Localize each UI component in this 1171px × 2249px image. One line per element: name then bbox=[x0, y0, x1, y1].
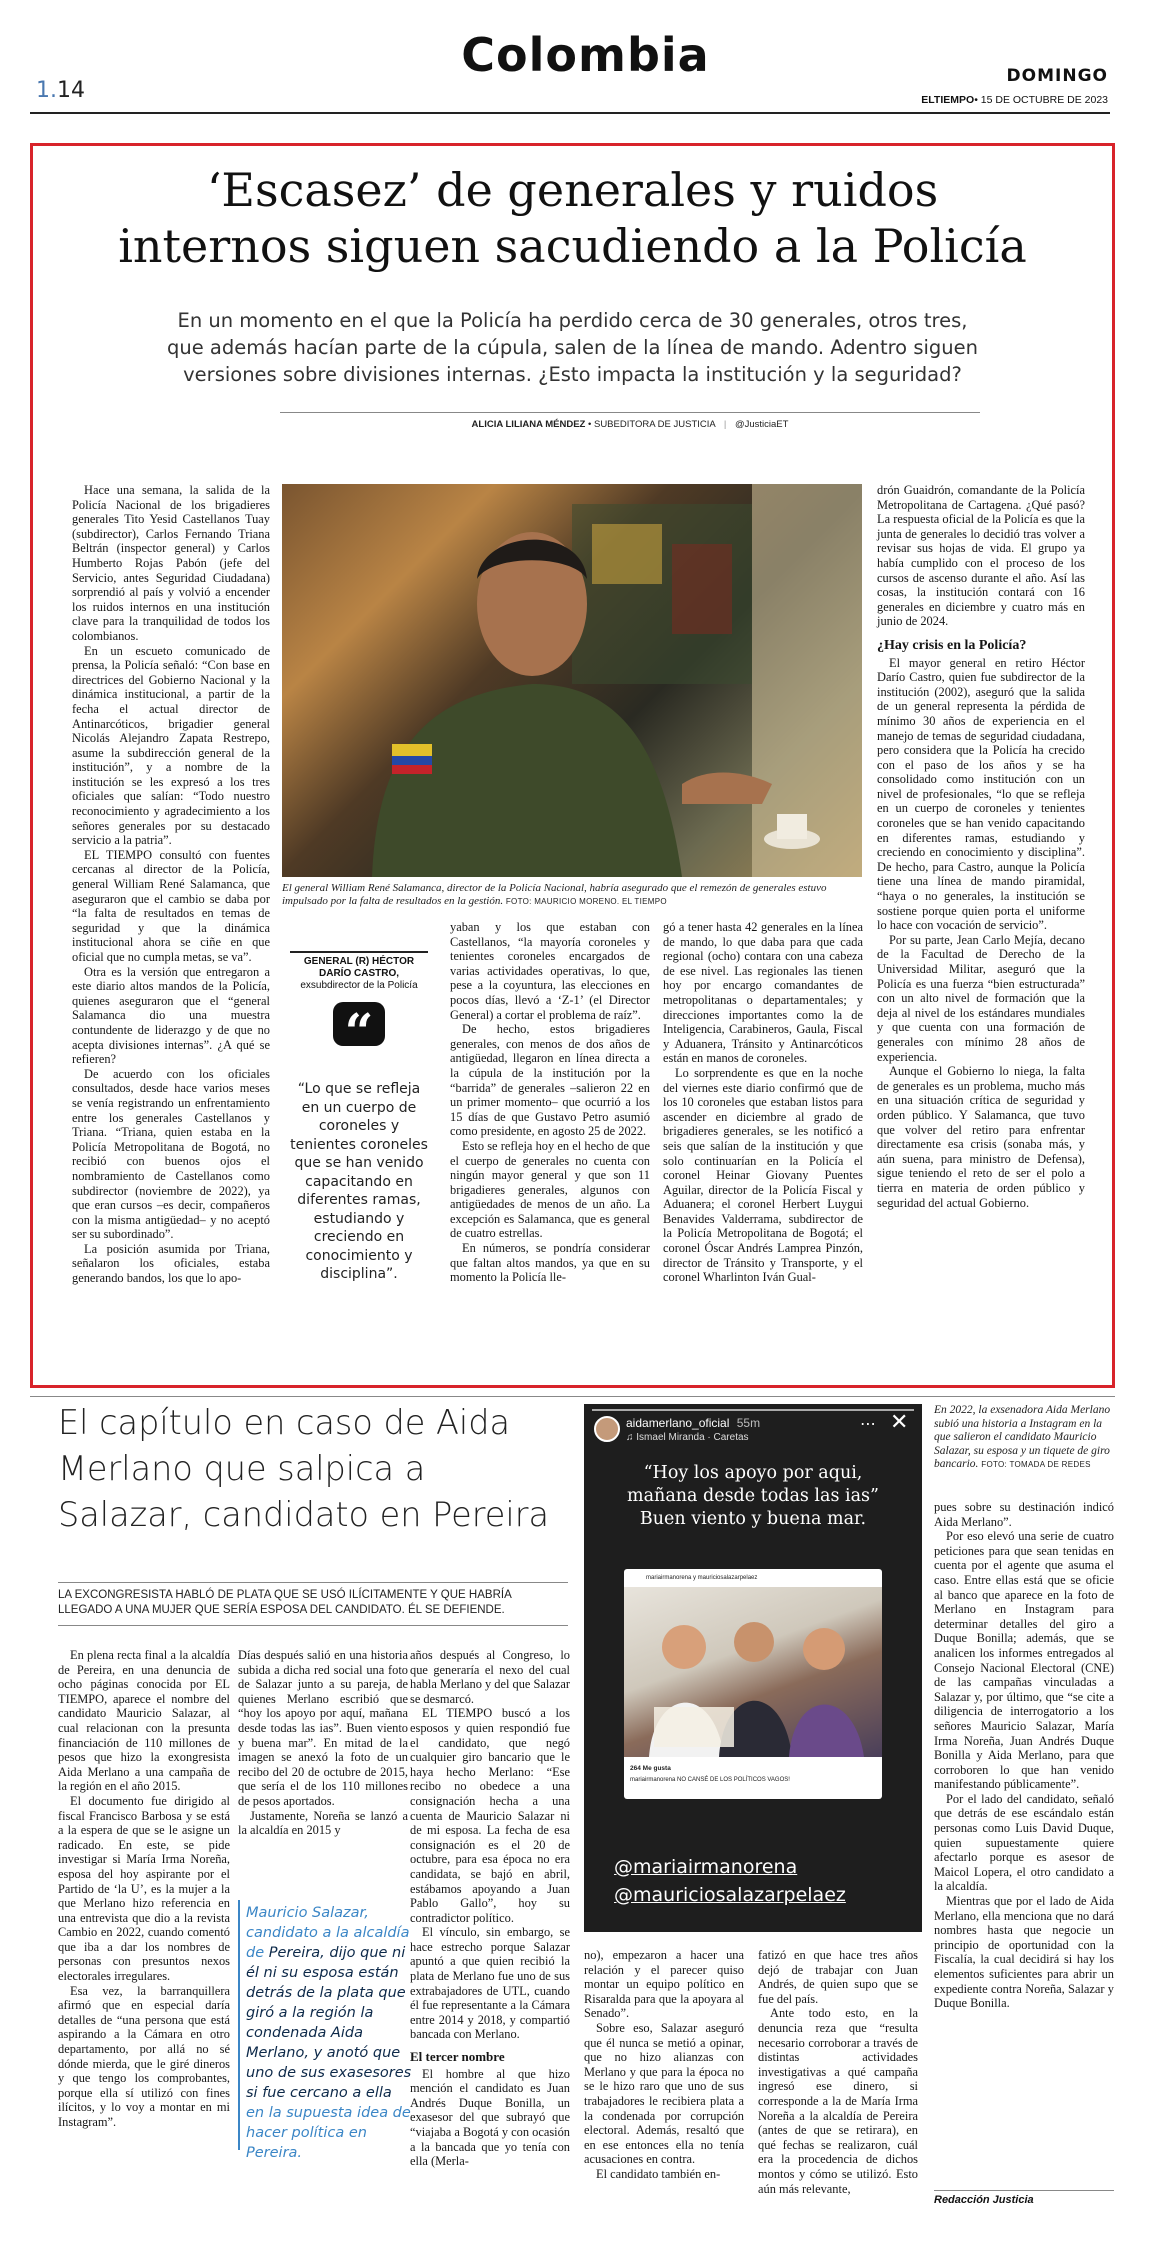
article2-column-6 bbox=[934, 1500, 1114, 2011]
header-date: • 15 DE OCTUBRE DE 2023 bbox=[974, 94, 1108, 106]
headline-line: ‘Escasez’ de generales y ruidos bbox=[206, 163, 939, 217]
paragraph: Esa vez, la barranquillera afirmó que en especial daría detalles de “una persona que está aspirando a la Cámara en otro departamento, por allá no sé dónde mierda, que le giré dineros y que tengo los comprobantes, porque ella sí utilizó con fines ilícitos, y lo voy a montar en mi Instagram”. bbox=[58, 1983, 230, 2129]
caption-text: El general William René Salamanca, director de la Policía Nacional, habría asegurado que el remezón de generales estuvo impulsado por la falta de resultados en la gestión. bbox=[282, 882, 827, 907]
article2-column-2 bbox=[238, 1648, 408, 1838]
headline-line: internos siguen sacudiendo a la Policía bbox=[118, 219, 1027, 273]
story-tag-1[interactable]: @mariairmanorena bbox=[614, 1856, 798, 1878]
story-progress-bar bbox=[592, 1409, 914, 1411]
paragraph: Por eso elevó una serie de cuatro peticiones para que sean tenidas en cuenta por el agente que asuma el caso. Entre ellas está que se oficie al banco que aparece en la foto de Merlano en Instagram para determinar detalles del giro a Duque Bonilla; además, que se analicen los informes entregados al Consejo Nacional Electoral (CNE) de las campañas vinculadas a Salazar y, por último, que “se cite a diligencia de interrogatorio a los señores Mauricio Salazar, María Irma Noreña, Juan Andrés Duque Bonilla y Aida Merlano, para que corroboren lo que han venido manifestando públicamente”. bbox=[934, 1529, 1114, 1792]
headline-line: El capítulo en caso de Aida bbox=[58, 1403, 511, 1442]
general-photo-illustration bbox=[282, 484, 862, 877]
paragraph: años después al Congreso, lo que generaría el nexo del cual habla Merlano y del que Salazar se desmarcó. bbox=[410, 1648, 570, 1706]
article1-column-4 bbox=[663, 920, 863, 1285]
quote-rule bbox=[290, 951, 428, 953]
pull-quote-main: Pereira, dijo que ni él ni su esposa están detrás de la plata que giró a la región la condenada Aida Merlano, y anotó que uno de sus exasesores si fue cercano a ella bbox=[246, 1945, 412, 2101]
byline-name: ALICIA LILIANA MÉNDEZ bbox=[471, 419, 586, 430]
paragraph: pues sobre su destinación indicó Aida Merlano”. bbox=[934, 1500, 1114, 1529]
kicker-rule-top bbox=[58, 1582, 568, 1583]
kicker-rule-bottom bbox=[58, 1625, 568, 1626]
quote-marks-icon: “ bbox=[333, 1002, 385, 1046]
article1-column-3 bbox=[450, 920, 650, 1285]
kicker-line: LA EXCONGRESISTA HABLÓ DE PLATA QUE SE USÓ ILÍCITAMENTE Y QUE HABRÍA bbox=[58, 1589, 512, 1601]
header-dateline bbox=[921, 94, 1108, 106]
paragraph: Otra es la versión que entregaron a este diario altos mandos de la Policía, quienes aseguraron que el “general Salamanca dio una muestra contundente de liderazgo y de que no acepta divisiones internas”. ¿A qué se refieren? bbox=[72, 964, 270, 1067]
paragraph: Por su parte, Jean Carlo Mejía, decano de la Facultad de Derecho de la Universidad Militar, aseguró que la Policía es una fuerza “bien estructurada” con un alto nivel de formación que la deja al nivel de los estándares mundiales y que cuenta con una formación de generales con mínimo 28 años de experiencia. bbox=[877, 932, 1085, 1064]
quote-name: GENERAL (R) HÉCTOR DARÍO CASTRO, bbox=[303, 956, 415, 979]
story-username bbox=[626, 1416, 760, 1430]
lead-line: En un momento en el que la Policía ha perdido cerca de 30 generales, otros tres, bbox=[177, 309, 968, 332]
article1-byline: ALICIA LILIANA MÉNDEZ • SUBEDITORA DE JUSTICIA | @JusticiaET bbox=[471, 419, 789, 430]
article1-column-5 bbox=[877, 483, 1085, 1210]
general-photo bbox=[282, 484, 862, 877]
pull-quote-tail: en la supuesta idea de hacer política en Pereira. bbox=[246, 2105, 411, 2161]
paragraph: El documento fue dirigido al fiscal Francisco Barbosa y se está a la espera de que se le asigne un radicado. En este, se pide investigar si María Irma Noreña, esposa del hoy aspirante por el Partido de ‘la U’, es la mujer a la que Merlano hizo referencia en una entrevista que dio a la revista Cambio en 2022, cuando comentó que iba a dar los nombres de personas con presuntos nexos electorales irregulares. bbox=[58, 1793, 230, 1984]
kicker-line: LLEGADO A UNA MUJER QUE SERÍA ESPOSA DEL CANDIDATO. ÉL SE DEFIENDE. bbox=[58, 1604, 505, 1616]
pull-quote-text: “Lo que se refleja en un cuerpo de coroneles y tenientes coroneles que se han venido capacitando en diferentes ramas, estudiando y creciendo en conocimiento y disciplina”. bbox=[290, 1081, 428, 1282]
section-divider bbox=[30, 1396, 1115, 1397]
headline-line: Merlano que salpica a bbox=[58, 1449, 426, 1488]
post-photo-illustration bbox=[624, 1587, 882, 1757]
paragraph: Justamente, Noreña se lanzó a la alcaldía en 2015 y bbox=[238, 1808, 408, 1838]
paragraph: Mientras que por el lado de Aida Merlano, ella menciona que no dará nombres hasta que negocie un principio de oportunidad con la Fiscalía, la cual decidirá si hay los elementos suficientes para abrir un expediente contra Noreña, Salazar y Duque Bonilla. bbox=[934, 1894, 1114, 2011]
paragraph: gó a tener hasta 42 generales en la línea de mando, lo que daba para que cada regional (ocho) contara con una cabeza de ese nivel. Las regionales las tienen hoy por encargo comandantes de metropolitanas o departamentales; y direcciones importantes como la de Inteligencia, Carabineros, Gaula, Fiscal y Aduanera, Tránsito y Antinarcóticos están en manos de coroneles. bbox=[663, 920, 863, 1066]
article2-headline bbox=[58, 1400, 578, 1538]
pull-quote bbox=[246, 1903, 414, 2163]
story-quote: “Hoy los apoyo por aqui, mañana desde todas las ias” Buen viento y buena mar. bbox=[627, 1463, 879, 1529]
article2-column-1 bbox=[58, 1648, 230, 2130]
paragraph: fatizó en que hace tres años dejó de trabajar con Juan Andrés, de quien supo que se fue del país. bbox=[758, 1948, 918, 2006]
signature-rule bbox=[934, 2190, 1114, 2191]
paragraph: De hecho, estos brigadieres generales, con menos de dos años de antigüedad, llegaron en línea directa a la cúpula de la institución por la “barrida” de generales –salieron 22 en un primer momento– que ocurrió a los 15 días de que Gustavo Petro asumió como presidente, en agosto 25 de 2022. bbox=[450, 1022, 650, 1139]
article1-column-1 bbox=[72, 483, 270, 1286]
instagram-caption bbox=[934, 1404, 1114, 1472]
paragraph: En plena recta final a la alcaldía de Pereira, en una denuncia de ocho páginas conocida por EL TIEMPO, aparece el nombre del candidato Mauricio Salazar, al cual relacionan con la presunta financiación de 110 millones de pesos que hizo la exongresista Aida Merlano a una campaña de la región en el año 2015. bbox=[58, 1648, 230, 1794]
paragraph: no), empezaron a hacer una relación y el parecer quiso montar un equipo político en Risaralda para que la apoyara al Senado”. bbox=[584, 1948, 744, 2021]
article1-headline bbox=[40, 162, 1105, 274]
photo-credit: FOTO: TOMADA DE REDES bbox=[981, 1460, 1091, 1469]
page-number-value: 14 bbox=[57, 78, 85, 103]
paragraph: De acuerdo con los oficiales consultados, desde hace varios meses se venía registrando un enfrentamiento entre los generales Castellanos y Triana. “Triana, quien estaba en la Policía Metropolitana de Bogotá, no recibió con buenos ojos el nombramiento de Castellanos como subdirector (noviembre de 2022), ya que eran cursos –es decir, compañeros con la misma antigüedad– y no aceptó ser su subordinado”. bbox=[72, 1066, 270, 1242]
photo-credit: FOTO: MAURICIO MORENO. EL TIEMPO bbox=[505, 897, 667, 906]
paragraph: El candidato también en- bbox=[596, 2166, 721, 2181]
post-header: mariairmanorena y mauriciosalazarpelaez bbox=[646, 1575, 758, 1581]
paragraph: El hombre al que hizo mención el candidato es Juan Andrés Duque Bonilla, un exasesor del que subrayó que “viajaba a Bogotá y con ocasión a la bancada que yo tenía con ella (Merla- bbox=[410, 2066, 570, 2169]
paragraph: Días después salió en una historia subida a dicha red social una foto de Salazar junto a su pareja, de quienes Merlano escribió que “hoy los apoyo por aquí, mañana desde todas las ias”. Buen viento y buena mar”. En mitad de la imagen se anexó la foto de un recibo del 20 de octubre de 2015, que sería el de los 110 millones de pesos aportados. bbox=[238, 1648, 408, 1808]
quote-attribution bbox=[290, 956, 428, 992]
article2-column-4 bbox=[584, 1948, 744, 2182]
post-likes: 264 Me gusta bbox=[630, 1765, 671, 1772]
paragraph: Esto se refleja hoy en el hecho de que el cuerpo de generales no cuenta con ningún mayor general y que son 11 brigadieres generales, algunos con antigüedades de menos de un año. La excepción es Salamanca, que es general de cuatro estrellas. bbox=[450, 1138, 650, 1241]
section-title: Colombia bbox=[461, 28, 710, 82]
paragraph: El vínculo, sin embargo, se hace estrecho porque Salazar apuntó a que quien recibió la plata de Merlano fue uno de sus extrabajadores de UTL, cuando él fue representante a la Cámara entre 2014 y 2018, y compartió bancada con Merlano. bbox=[410, 1925, 570, 2042]
paragraph: Ante todo esto, en la denuncia reza que “resulta necesario corroborar a través de distintas actividades investigativas a qué campaña ingresó ese dinero, si corresponde a la de María Irma Noreña a la alcaldía de Pereira (antes de que se retirara), en qué fechas se realizaron, cuál era la procedencia de dichos montos y cómo se utilizó. Esto aún más relevante, bbox=[758, 2006, 918, 2196]
subhead: El tercer nombre bbox=[410, 2049, 505, 2065]
lead-line: versiones sobre divisiones internas. ¿Esto impacta la institución y la seguridad? bbox=[183, 363, 962, 386]
story-time: 55m bbox=[736, 1416, 761, 1430]
instagram-post-card bbox=[624, 1569, 882, 1799]
subhead: ¿Hay crisis en la Policía? bbox=[877, 637, 1027, 653]
article2-column-5 bbox=[758, 1948, 918, 2196]
paragraph: EL TIEMPO buscó a los esposos y quien respondió fue el candidato, que negó cualquier giro bancario que le haya hecho Merlano: “Ese recibo no obedece a una consignación hecha a una cuenta de Mauricio Salazar ni de mi esposa. La fecha de esa consignación es el 20 de octubre, para esa época no era candidata, se bajó en abril, estábamos apoyando a Juan Pablo Gallo”, hoy su contradictor político. bbox=[410, 1706, 570, 1925]
post-caption: mariairmanorena NO CANSÉ DE LOS POLÍTICOS VAGOS! bbox=[630, 1777, 790, 1783]
story-tag-2[interactable]: @mauriciosalazarpelaez bbox=[614, 1884, 846, 1906]
paragraph: Hace una semana, la salida de la Policía Nacional de los brigadieres generales Tito Yesid Castellanos Tuay (subdirector), Carlos Fernando Triana Beltrán (inspector general) y Carlos Humberto Rojas Pabón (jefe del Servicio, antes Seguridad Ciudadana) sorprendió al país y volvió a encender los ruidos internos en una institución clave para la tranquilidad de todos los colombianos. bbox=[72, 483, 270, 643]
header-day: DOMINGO bbox=[1006, 66, 1108, 86]
paragraph: Sobre eso, Salazar aseguró que él nunca se metió a opinar, que no hizo alianzas con Merlano y que para la época no se le hizo raro que uno de sus trabajadores le recibiera plata a la condenada por corrupción electoral. Además, resaltó que en ese entonces ella no tenía acusaciones en contra. bbox=[584, 2020, 744, 2167]
article-signature: Redacción Justicia bbox=[934, 2194, 1034, 2206]
paragraph: drón Guaidrón, comandante de la Policía Metropolitana de Cartagena. ¿Qué pasó? La respuesta oficial de la Policía es que la junta de generales lo decidió tras volver a revisar sus hojas de vida. El grupo ya había cumplido con el proceso de los cursos de ascenso durante el año. Así las cosas, la institución contará con 16 generales en diciembre y cuatro más en junio de 2024. bbox=[877, 483, 1085, 629]
paragraph: Lo sorprendente es que en la noche del viernes este diario confirmó que de los 10 coroneles que estaban listos para ascender en diciembre al grado de brigadieres generales, se les notificó a seis que salían de la institución y que solo continuarían en la Policía el coronel Heinar Giovany Puentes Aguilar, director de la Policía Fiscal y Aduanera; el coronel Herbert Luygui Benavides Valderrama, subdirector de la Policía Metropolitana de Bogotá; el coronel Óscar Andrés Lamprea Pinzón, director de Tránsito y Transporte, y el coronel Wharlinton Iván Gual- bbox=[663, 1065, 863, 1285]
article2-kicker bbox=[58, 1588, 578, 1618]
pull-quote-bar bbox=[238, 1900, 240, 2150]
paragraph: Aunque el Gobierno lo niega, la falta de generales es un problema, mucho más en una situación crítica de seguridad y orden público. Y Salamanca, que tuvo que volver del retiro para enfrentar directamente esa crisis (sonaba más, y aún suena, para ministro de Defensa), sigue teniendo el reto de ser el polo a tierra en materia de orden público y seguridad del actual Gobierno. bbox=[877, 1064, 1085, 1210]
avatar bbox=[594, 1416, 620, 1442]
byline-rule-top bbox=[280, 412, 980, 413]
byline-handle: @JusticiaET bbox=[734, 419, 789, 430]
paragraph: EL TIEMPO consultó con fuentes cercanas al director de la Policía, general William René Salamanca, que aseguraron que el cambio se daba por “la falta de resultados en temas de seguridad y que la dinámica institucional ahora se ciñe en que oficial que no cumpla metas, se va”. bbox=[72, 847, 270, 964]
article1-lead bbox=[40, 307, 1105, 388]
instagram-story bbox=[584, 1404, 922, 1932]
story-audio: ♫ Ismael Miranda · Caretas bbox=[626, 1432, 749, 1443]
article2-column-3 bbox=[410, 1648, 570, 2169]
more-icon: ⋯ bbox=[860, 1414, 876, 1433]
general-photo-caption bbox=[282, 882, 862, 908]
lead-line: que además hacían parte de la cúpula, salen de la línea de mando. Adentro siguen bbox=[167, 336, 978, 359]
paragraph: En un escueto comunicado de prensa, la Policía señaló: “Con base en directrices del Gobierno Nacional y la dinámica institucional, a partir de la fecha el actual director de Antinarcóticos, brigadier general Nicolás Alejandro Zapata Restrepo, asume la subdirección general de la institución”, y a nombre de la institución se les expresó a los tres oficiales que salían: “Todo nuestro reconocimiento y agradecimiento a los señores generales por su destacado servicio a la patria”. bbox=[72, 643, 270, 848]
caption-text: En 2022, la exsenadora Aida Merlano subió una historia a Instagram en la que salieron el candidato Mauricio Salazar, su esposa y un tiquete de giro bancario. bbox=[934, 1404, 1111, 1470]
paragraph: El mayor general en retiro Héctor Darío Castro, quien fue subdirector de la institución (2002), aseguró que la salida de un general representa la pérdida de mínimo 30 años de experiencia en el manejo de temas de seguridad ciudadana, pero considera que la Policía ha crecido con el paso de los años y se ha consolidado como institución con un nivel de profesionales, “lo que se refleja en un cuerpo de coroneles y tenientes coroneles que se han venido capacitando en diferentes ramas, estudiando y creciendo en conocimiento y disciplina”. De hecho, para Castro, aunque la Policía tiene una línea de mando piramidal, “haya o no generales, la institución se sostiene porque quien porta el uniforme lo hace con vocación de servicio”. bbox=[877, 655, 1085, 933]
paper-name: ELTIEMPO bbox=[921, 94, 975, 106]
header-rule bbox=[30, 112, 1110, 114]
close-icon: ✕ bbox=[890, 1410, 909, 1435]
headline-line: Salazar, candidato en Pereira bbox=[58, 1495, 550, 1534]
pull-quote-lead: Mauricio Salazar, candidato a la alcaldía de bbox=[246, 1905, 410, 1961]
story-user: aidamerlano_oficial bbox=[626, 1416, 730, 1430]
paragraph: En números, se pondría considerar que faltan altos mandos, ya que en su momento la Policía lle- bbox=[450, 1241, 650, 1285]
page-number-prefix: 1. bbox=[36, 78, 57, 103]
byline-role: • SUBEDITORA DE JUSTICIA bbox=[588, 419, 716, 430]
post-photo bbox=[624, 1587, 882, 1757]
quote-role: exsubdirector de la Policía bbox=[300, 980, 418, 991]
paragraph: Por el lado del candidato, señaló que detrás de ese escándalo están personas como Luis David Duque, quien supuestamente quiere afectarlo porque es asesor de Maicol Lopera, el otro candidato a la alcaldía. bbox=[934, 1791, 1114, 1894]
paragraph: yaban y los que estaban con Castellanos, “la mayoría coroneles y tenientes coroneles encargados de varias actividades operativas, lo que, pese a la coyuntura, las elecciones en pocos días, llevó a ‘Z-1’ (el Director General) a cortar el problema de raíz”. bbox=[450, 920, 650, 1022]
paragraph: La posición asumida por Triana, señalaron los oficiales, estaba generando bandos, los que lo apo- bbox=[72, 1241, 270, 1286]
